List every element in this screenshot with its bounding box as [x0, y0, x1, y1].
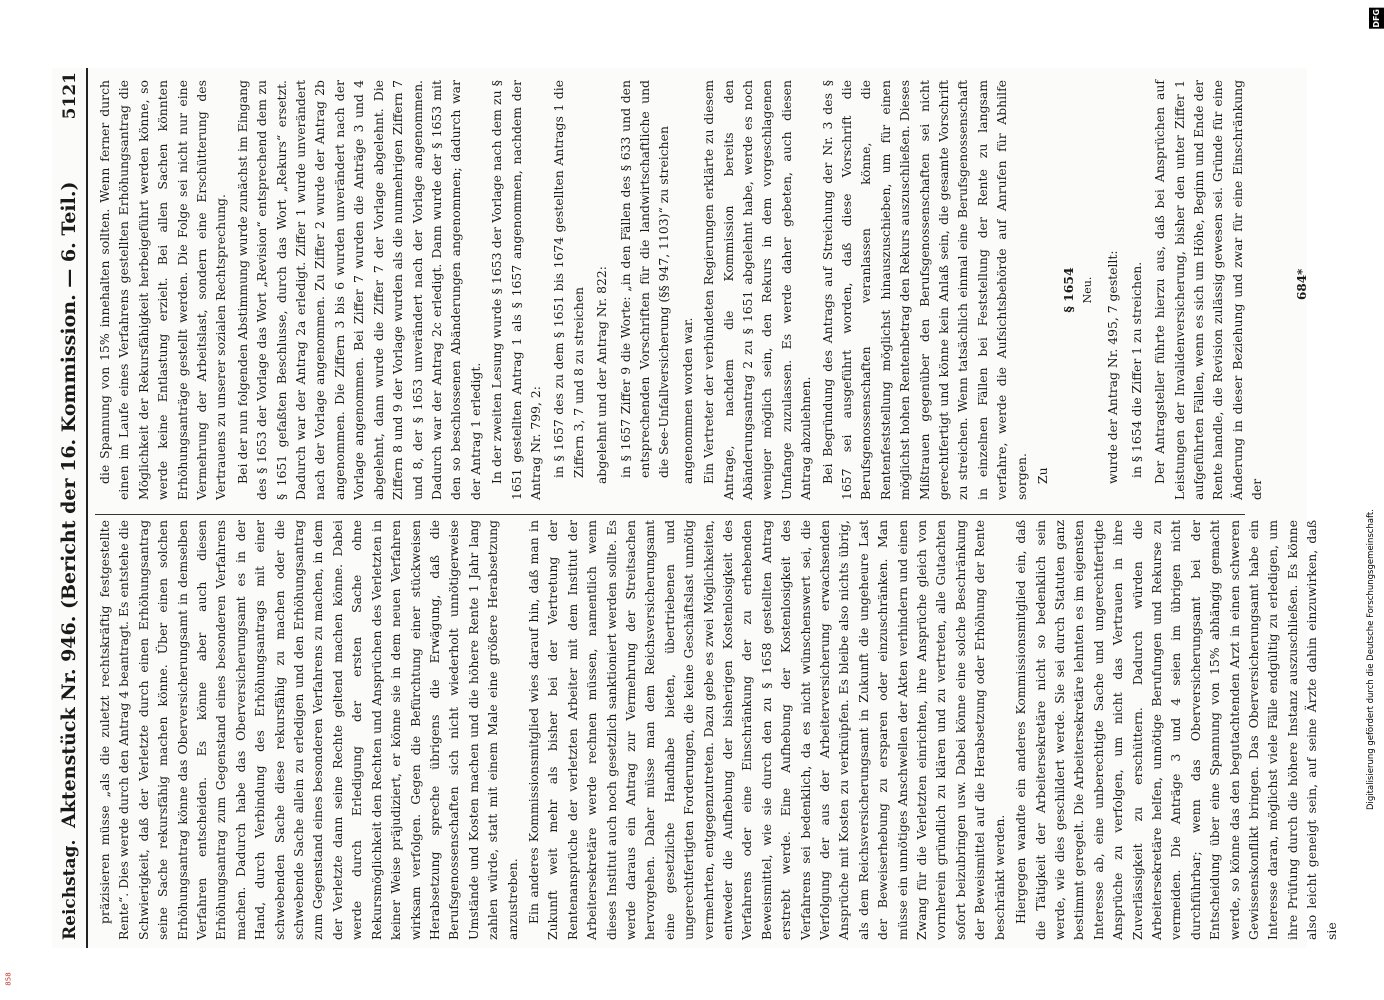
paragraph: Bei Begründung des Antrags auf Streichung der Nr. 3 des § 1657 sei ausgeführt worden, daß diese Vorschrift die Berufsgenossenschaften veranlassen könne, die Rentenfeststellung möglichst hinauszuschieben, um für einen möglichst hohen Rentenbetrag den Rekurs auszuschließen. Dieses Mißtrauen gegenüber den Berufsgenossenschaften sei nicht gerechtfertigt und könne kein Anlaß sein, die gesamte Vorschrift zu streichen. Wenn tatsächlich einmal eine Berufsgenossenschaft in einzelnen Fällen bei Feststellung der Rente zu langsam verfahre, werde die Aufsichtsbehörde auf Anrufen für Abhilfe sorgen.: [819, 80, 1029, 500]
paragraph: abgelehnt und der Antrag Nr. 822:: [594, 266, 610, 484]
paragraph: Zu: [1035, 467, 1051, 484]
paragraph: Bei der nun folgenden Abstimmung wurde zunächst im Eingang des § 1653 der Vorlage das Wort „Revision“ entsprechend dem zu § 1651 gefaßten Beschlusse, durch das Wort „Rekurs“ ersetzt. Dadurch war der Antrag 2a erledigt. Ziffer 1 wurde unverändert nach der Vorlage angenommen. Zu Ziffer 2 wurde der Antrag 2b angenommen. Die Ziffern 3 bis 6 wurden unverändert nach der Vorlage angenommen. Bei Ziffer 7 wurden die Anträge 3 und 4 abgelehnt, dann wurde die Ziffer 7 der Vorlage abgelehnt. Die Ziffern 8 und 9 der Vorlage wurden als die nunmehrigen Ziffern 7 und 8, der § 1653 unverändert nach der Vorlage angenommen. Dadurch war der Antrag 2c erledigt. Dann wurde der § 1653 mit den so beschlossenen Abänderungen angenommen; dadurch war der Antrag 1 erledigt.: [234, 80, 483, 500]
page-mark: 684*: [1295, 268, 1309, 300]
scan-number: 858: [4, 972, 13, 986]
paragraph: Ein anderes Kommissionsmitglied wies darauf hin, daß man in Zukunft weit mehr als bisher bei der Vertretung der Rentenansprüche der verletzten Arbeiter mit dem Institut der Arbeitersekretäre werde rechnen müssen, namentlich wenn dieses Institut auch noch gesetzlich sanktioniert werden sollte. Es werde daraus ein Antrag zur Vermehrung der Streitsachen hervorgehen. Daher müsse man dem Reichsversicherungsamt eine gesetzliche Handhabe bieten, übertriebenen und ungerechtfertigten Forderungen, die keine Geschäftslast unnötig vermehrten, entgegenzutreten. Dazu gebe es zwei Möglichkeiten, entweder die Aufhebung der bisherigen Kostenlosigkeit des Verfahrens oder eine Einschränkung der zu erhebenden Beweismittel, wie sie durch den zu § 1658 gestellten Antrag erstrebt werde. Eine Aufhebung der Kostenlosigkeit des Verfahrens sei bedenklich, da es nicht wünschenswert sei, die Verfolgung der aus der Arbeiterversicherung erwachsenden Ansprüche mit Kosten zu verknüpfen. Es bleibe also nichts übrig, als dem Reichsversicherungsamt in Zukunft die ungeheure Last der Beweiserhebung zu ersparen oder einzuschränken. Man müsse ein unnötiges Anschwellen der Akten verhindern und einen Zwang für die Verletzten einrichten, ihre Ansprüche gleich von vornherein gründlich zu klären und zu vertreten, alle Gutachten sofort beizubringen usw. Dabei könne eine solche Beschränkung der Beweismittel auf die Herabsetzung oder Erhöhung der Rente beschränkt werden.: [525, 520, 1007, 940]
paragraph: Ein Vertreter der verbündeten Regierungen erklärte zu diesem Antrage, nachdem die Kommission bereits den Abänderungsantrag 2 zu § 1651 abgelehnt habe, werde es noch weniger möglich sein, den Rekurs in dem vorgeschlagenen Umfange zuzulassen. Es werde daher gebeten, auch diesen Antrag abzulehnen.: [701, 80, 814, 500]
digitization-credit: Digitalisierung gefördert durch die Deutsche Forschungsgemeinschaft.: [1366, 509, 1376, 810]
column-divider: [95, 514, 1245, 515]
quoted-motion: in § 1657 des zu dem § 1651 bis 1674 gestellten Antrags 1 die Ziffern 3, 7 und 8 zu streichen: [551, 80, 586, 478]
paragraph: Der Antragsteller führte hierzu aus, daß bei Ansprüchen auf Leistungen der Invalidenversicherung, bisher den unter Ziffer 1 aufgeführten Fällen, wenn es sich um Höhe, Beginn und Ende der Rente handle, die Revision zulässig gewesen sei. Gründe für eine Änderung in dieser Beziehung und zwar für eine Einschränkung der: [1152, 80, 1265, 500]
page-number: 5121: [60, 72, 80, 120]
quoted-motion: in § 1654 die Ziffer 1 zu streichen.: [1128, 261, 1144, 478]
paragraph: die Spannung von 15% innehalten sollten. Wenn ferner durch einen im Laufe eines Verfahrens gestellten Erhöhungsantrag die Möglichkeit der Rekursfähigkeit herbeigeführt werden könne, so werde keine Entlastung erzielt. Bei allen Sachen könnten Erhöhungsanträge gestellt werden. Die Folge sei nicht nur eine Vermehrung der Arbeitslast, sondern eine Erschütterung des Vertrauens zu unserer sozialen Rechtsprechung.: [97, 80, 229, 500]
quoted-motion: in § 1657 Ziffer 9 die Worte: „in den Fällen des § 633 und den entsprechenden Vorschriften für die landwirtschaftliche und die See-Unfallversicherung (§§ 947, 1103)“ zu streichen: [617, 80, 672, 478]
page-header: [56, 68, 88, 948]
paragraph: In der zweiten Lesung wurde § 1653 der Vorlage nach dem zu § 1651 gestellten Antrag 1 als § 1657 angenommen, nachdem der Antrag Nr. 799, 2:: [489, 80, 543, 500]
paragraph: Hiergegen wandte ein anderes Kommissionsmitglied ein, daß die Tätigkeit der Arbeitersekretäre nicht so bedenklich sein werde, wie dies geschildert werde. Sie sei durch Statuten ganz bestimmt geregelt. Die Arbeitersekretäre lehnten es im eigensten Interesse ab, eine unberechtigte Sache und ungerechtfertigte Ansprüche zu verfolgen, um nicht das Vertrauen in ihre Zuverlässigkeit zu erschüttern. Dadurch würden die Arbeitersekretäre helfen, unnötige Berufungen und Rekurse zu vermeiden. Die Anträge 3 und 4 seien im übrigen nicht durchführbar; wenn das Oberversicherungsamt bei der Entscheidung über eine Spannung von 15% abhängig gemacht werde, so könne das den begutachtenden Arzt in einen schweren Gewissenskonflikt bringen. Das Oberversicherungsamt habe ein Interesse daran, möglichst viele Fälle endgültig zu erledigen, um ihre Prüfung durch die höhere Instanz auszuschließen. Es könne also leicht geneigt sein, auf seine Ärzte dahin einzuwirken, daß sie: [1013, 520, 1339, 940]
paragraph: wurde der Antrag Nr. 495, 7 gestellt:: [1105, 250, 1121, 484]
section-heading: § 1654: [1060, 267, 1076, 313]
paragraph: angenommen worden war.: [679, 317, 695, 484]
section-subheading: Neu.: [1080, 276, 1094, 304]
header-left: Reichstag.: [60, 839, 80, 940]
right-column: [95, 80, 1269, 500]
dfg-logo: DFG: [1369, 8, 1384, 29]
header-title: Aktenstück Nr. 946. (Bericht der 16. Kommission. — 6. Teil.): [58, 181, 80, 828]
paragraph: präzisieren müsse „als die zuletzt rechtskräftig festgestellte Rente“. Dies werde durch den Antrag 4 beantragt. Es entstehe die Schwierigkeit, daß der Verletzte durch einen Erhöhungsantrag seine Sache rekursfähig machen könne. Über einen solchen Erhöhungsantrag könne das Oberversicherungsamt in demselben Verfahren entscheiden. Es könne aber auch diesen Erhöhungsantrag zum Gegenstand eines besonderen Verfahrens machen. Dadurch habe das Oberversicherungsamt es in der Hand, durch Verbindung des Erhöhungsantrags mit einer schwebenden Sache diese rekursfähig zu machen oder die schwebende Sache allein zu erledigen und den Erhöhungsantrag zum Gegenstand eines besonderen Verfahrens zu machen, in dem der Verletzte dann seine Rechte geltend machen könne. Dabei werde durch Erledigung der ersten Sache ohne Rekursmöglichkeit den Rechten und Ansprüchen des Verletzten in keiner Weise präjudiziert, er könne sie in dem neuen Verfahren wirksam verfolgen. Gegen die Befürchtung einer stückweisen Herabsetzung spreche übrigens die Erwägung, daß die Berufsgenossenschaften sich nicht wiederholt unnötigerweise Umstände und Kosten machen und die höhere Rente 1 Jahr lang zahlen würde, statt mit einem Male eine größere Herabsetzung anzustreben.: [97, 520, 520, 940]
left-column: [95, 520, 1343, 940]
